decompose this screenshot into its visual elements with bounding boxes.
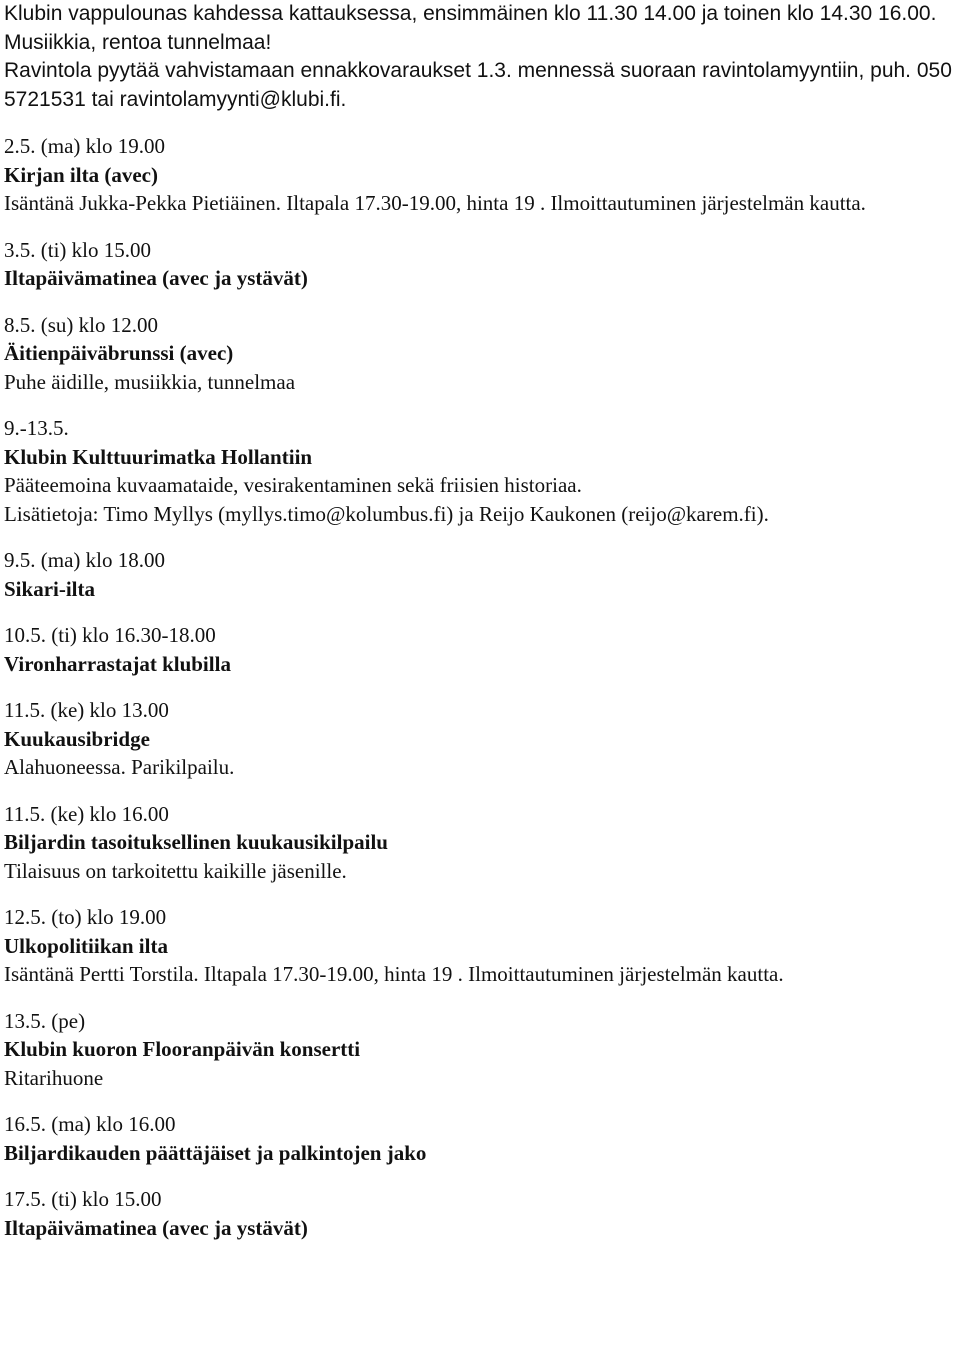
event-description: Puhe äidille, musiikkia, tunnelmaa: [4, 369, 296, 394]
event-title: Äitienpäiväbrunssi (avec): [4, 341, 234, 365]
event-description: Isäntänä Jukka-Pekka Pietiäinen. Iltapala 17.30-19.00, hinta 19 . Ilmoittautuminen järjestelmän kautta.: [4, 191, 866, 215]
event-item: [4, 311, 956, 397]
event-item: [4, 1185, 956, 1242]
event-item: [4, 621, 956, 678]
event-item: [4, 800, 956, 886]
event-title: Biljardikauden päättäjäiset ja palkintojen jako: [4, 1140, 427, 1165]
event-date: 9.5. (ma) klo 18.00: [4, 548, 165, 572]
event-date: 13.5. (pe): [4, 1008, 86, 1033]
event-description: Isäntänä Pertti Torstila. Iltapala 17.30-19.00, hinta 19 . Ilmoittautuminen järjestelmän kautta.: [4, 962, 784, 986]
event-date: 8.5. (su) klo 12.00: [4, 312, 158, 337]
event-item: [4, 696, 956, 782]
event-date: 2.5. (ma) klo 19.00: [4, 134, 165, 158]
event-date: 11.5. (ke) klo 13.00: [4, 698, 169, 722]
event-title: Iltapäivämatinea (avec ja ystävät): [4, 1215, 308, 1240]
event-title: Klubin Kulttuurimatka Hollantiin: [4, 444, 313, 469]
event-description: Alahuoneessa. Parikilpailu.: [4, 755, 235, 779]
event-title: Sikari-ilta: [4, 576, 96, 601]
event-item: [4, 1110, 956, 1167]
event-date: 16.5. (ma) klo 16.00: [4, 1112, 176, 1136]
event-title: Kuukausibridge: [4, 726, 150, 751]
event-item: [4, 546, 956, 603]
event-item: [4, 903, 956, 989]
event-description: Tilaisuus on tarkoitettu kaikille jäsenille.: [4, 858, 347, 883]
event-description: Pääteemoina kuvaamataide, vesirakentaminen sekä friisien historiaa.: [4, 473, 582, 497]
event-date: 3.5. (ti) klo 15.00: [4, 237, 151, 262]
intro-paragraph-2: Ravintola pyytää vahvistamaan ennakkovaraukset 1.3. mennessä suoraan ravintolamyyntiin, puh. 050 5721531 tai ravintolamyynti@klubi.fi.: [4, 59, 952, 111]
event-date: 17.5. (ti) klo 15.00: [4, 1187, 162, 1211]
event-description: Ritarihuone: [4, 1065, 104, 1090]
event-title: Kirjan ilta (avec): [4, 162, 158, 187]
event-title: Ulkopolitiikan ilta: [4, 933, 168, 958]
event-title: Klubin kuoron Flooranpäivän konsertti: [4, 1037, 361, 1061]
event-date: 12.5. (to) klo 19.00: [4, 905, 167, 929]
intro-block: [4, 0, 956, 114]
event-item: [4, 236, 956, 293]
event-title: Vironharrastajat klubilla: [4, 651, 231, 676]
event-date: 10.5. (ti) klo 16.30-18.00: [4, 623, 216, 647]
event-title: Biljardin tasoituksellinen kuukausikilpailu: [4, 830, 388, 854]
event-item: [4, 132, 956, 218]
event-contact: Lisätietoja: Timo Myllys (myllys.timo@kolumbus.fi) ja Reijo Kaukonen (reijo@karem.fi).: [4, 501, 769, 526]
intro-paragraph-1: Klubin vappulounas kahdessa kattauksessa, ensimmäinen klo 11.30 14.00 ja toinen klo 14.30 16.00. Musiikkia, rentoa tunnelmaa!: [4, 2, 937, 54]
event-date: 9.-13.5.: [4, 416, 69, 440]
event-item: [4, 1007, 956, 1093]
event-title: Iltapäivämatinea (avec ja ystävät): [4, 266, 308, 290]
event-item: [4, 414, 956, 528]
event-date: 11.5. (ke) klo 16.00: [4, 801, 169, 826]
